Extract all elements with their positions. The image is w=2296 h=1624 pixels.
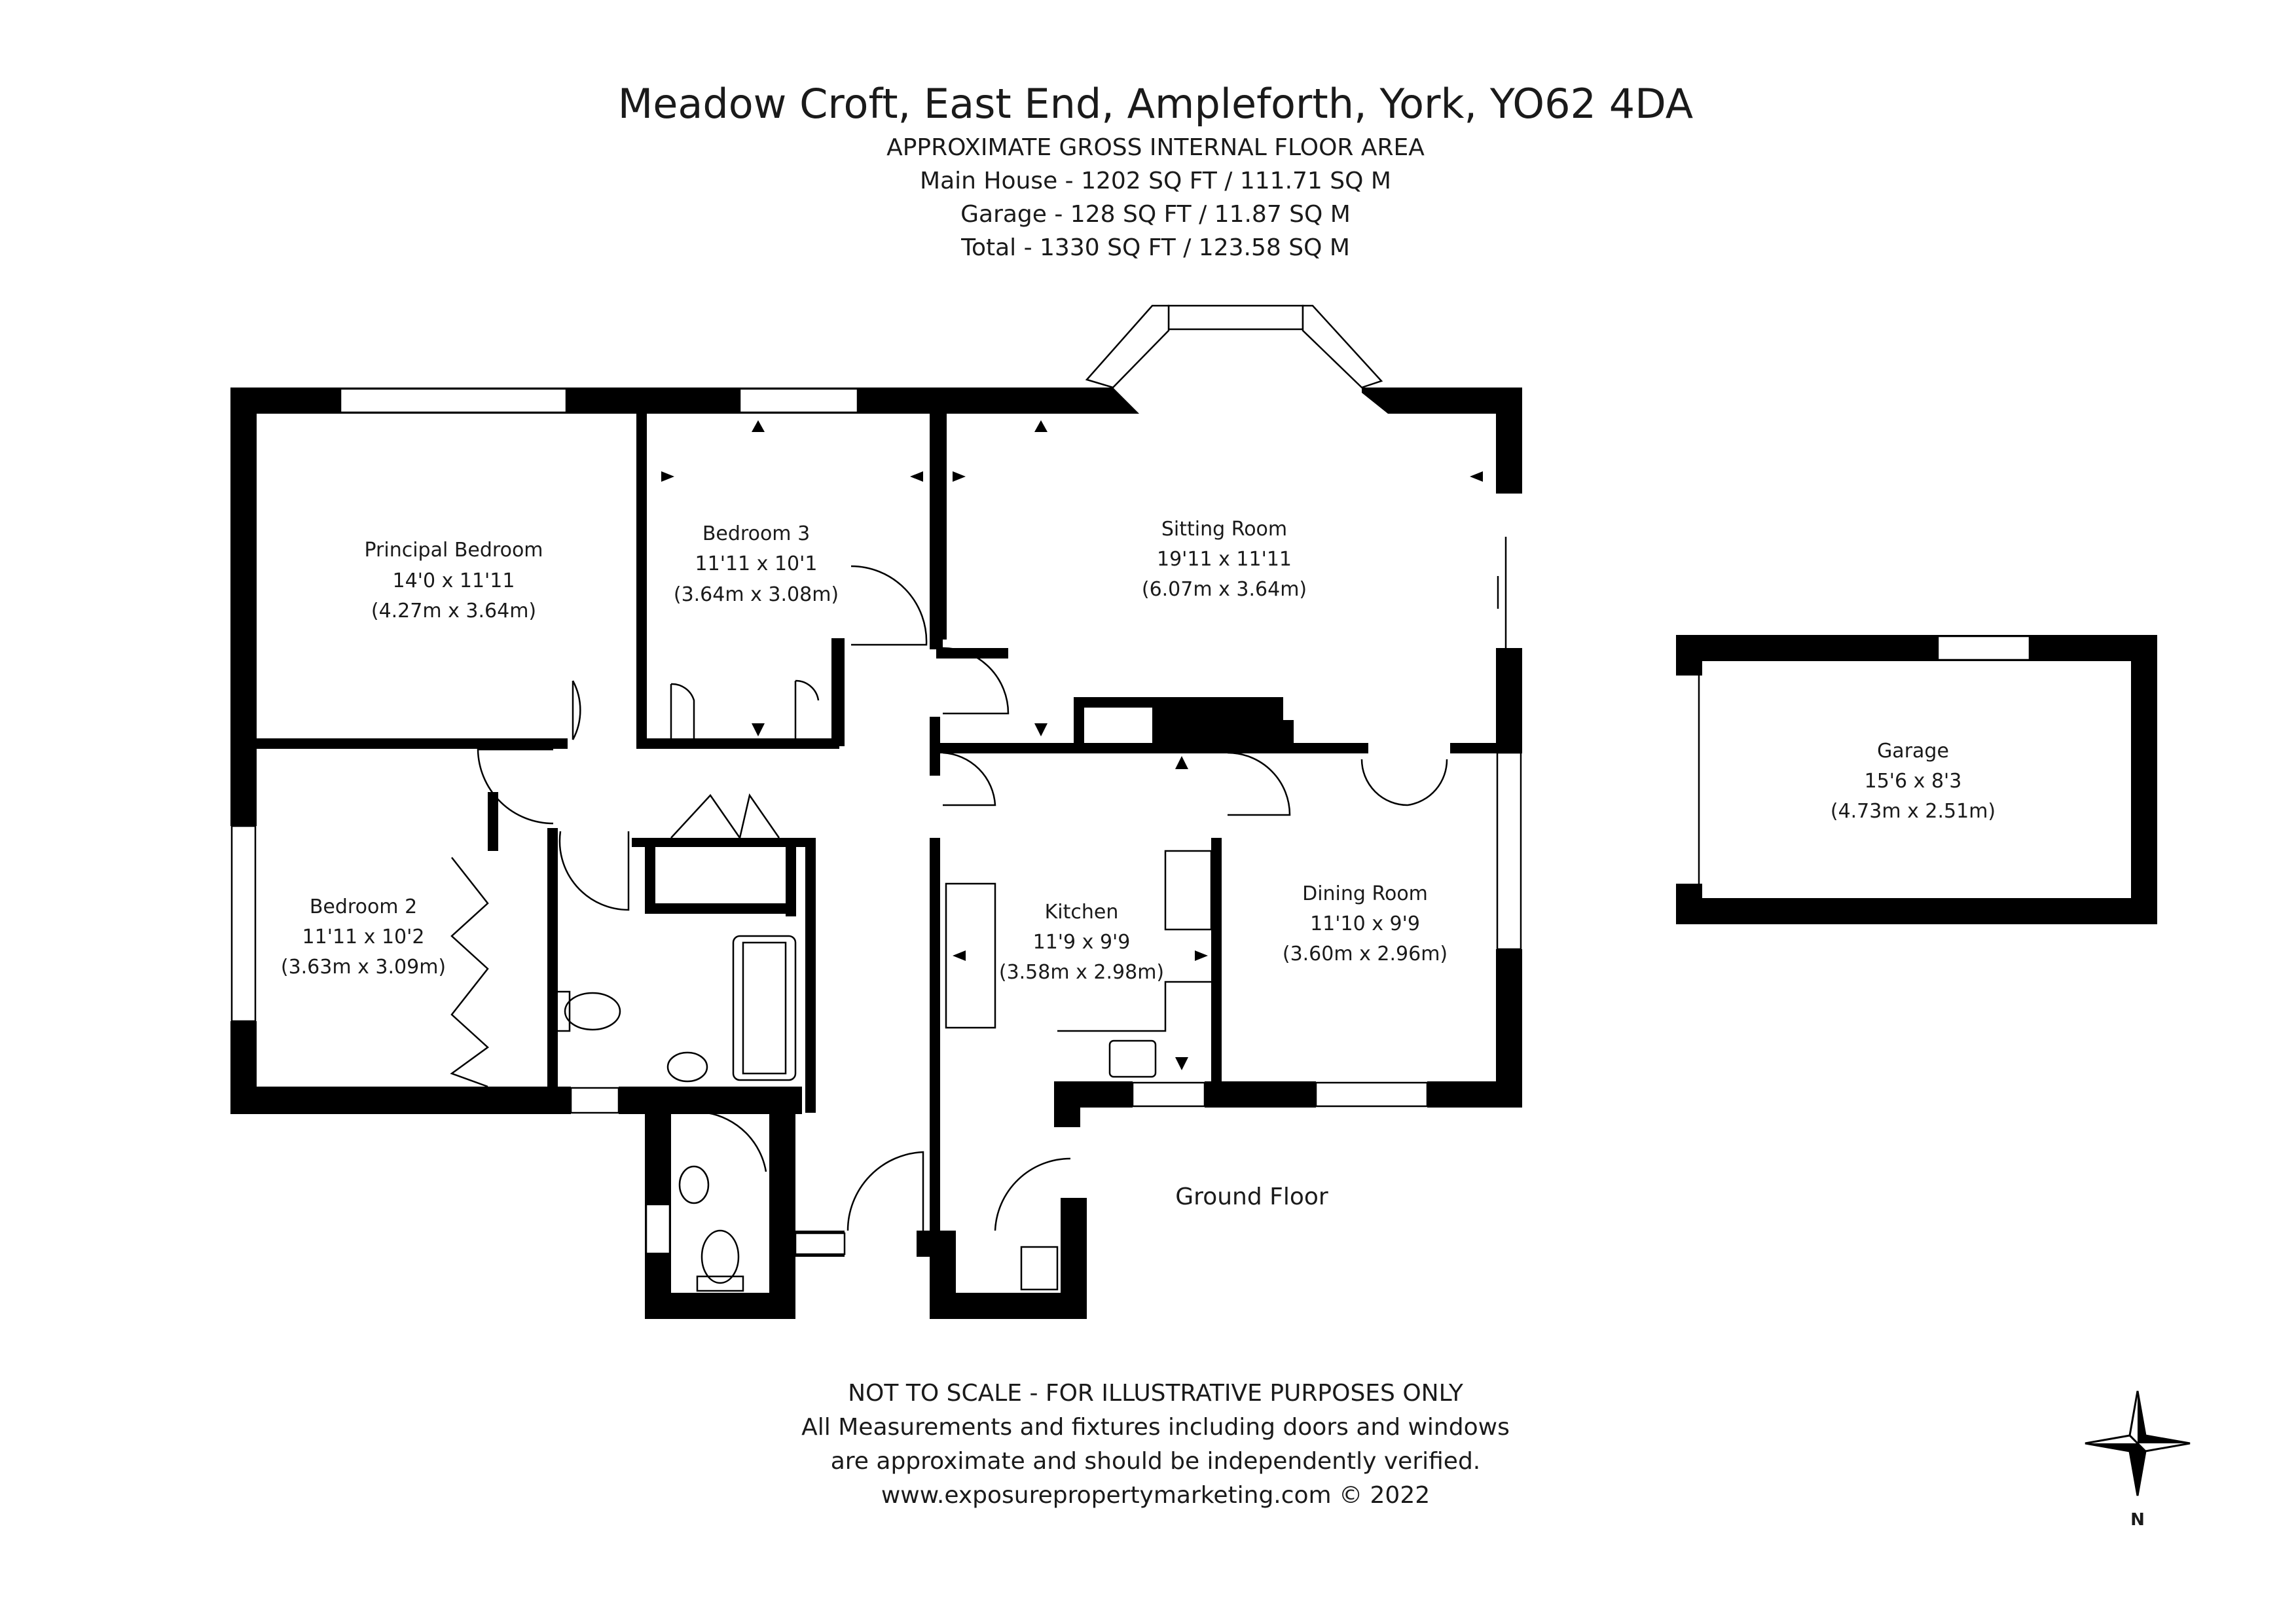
floor-label: Ground Floor xyxy=(1175,1183,1328,1210)
principal-bedroom-name: Principal Bedroom xyxy=(364,539,543,562)
address-title: Meadow Croft, East End, Ampleforth, York, YO62 4DA xyxy=(617,80,1694,128)
bedroom-3-name: Bedroom 3 xyxy=(702,522,811,545)
bedroom-3-metric: (3.64m x 3.08m) xyxy=(673,583,839,606)
footer-line-2: All Measurements and fixtures including doors and windows xyxy=(801,1414,1510,1441)
kitchen-metric: (3.58m x 2.98m) xyxy=(998,961,1165,984)
area-heading: APPROXIMATE GROSS INTERNAL FLOOR AREA xyxy=(886,134,1425,161)
header xyxy=(618,80,1693,261)
compass-icon xyxy=(2085,1391,2190,1530)
garage-metric: (4.73m x 2.51m) xyxy=(1830,800,1996,823)
principal-bedroom-imperial: 14'0 x 11'11 xyxy=(392,569,515,592)
bedroom-3-imperial: 11'11 x 10'1 xyxy=(695,552,818,575)
dining-room-name: Dining Room xyxy=(1302,882,1428,905)
garage-area: Garage - 128 SQ FT / 11.87 SQ M xyxy=(960,201,1351,228)
footer-disclaimer: NOT TO SCALE - FOR ILLUSTRATIVE PURPOSES ONLY xyxy=(848,1380,1463,1407)
footer-line-3: are approximate and should be independently verified. xyxy=(830,1448,1481,1475)
main-house-area: Main House - 1202 SQ FT / 111.71 SQ M xyxy=(920,168,1391,194)
dining-room-imperial: 11'10 x 9'9 xyxy=(1310,912,1420,935)
sitting-room-metric: (6.07m x 3.64m) xyxy=(1141,578,1307,601)
kitchen-imperial: 11'9 x 9'9 xyxy=(1032,931,1131,954)
bedroom-2-metric: (3.63m x 3.09m) xyxy=(280,956,446,979)
sitting-room-name: Sitting Room xyxy=(1161,518,1288,541)
sitting-room-imperial: 19'11 x 11'11 xyxy=(1156,548,1292,571)
footer xyxy=(801,1380,1510,1509)
kitchen-name: Kitchen xyxy=(1044,901,1119,924)
bedroom-2-name: Bedroom 2 xyxy=(309,895,418,918)
compass-north-label: N xyxy=(2130,1510,2145,1530)
garage-name: Garage xyxy=(1877,740,1949,763)
bedroom-2-imperial: 11'11 x 10'2 xyxy=(302,926,425,948)
main-house-walls xyxy=(230,388,1522,1319)
garage-imperial: 15'6 x 8'3 xyxy=(1864,770,1962,793)
principal-bedroom-metric: (4.27m x 3.64m) xyxy=(371,600,537,623)
dining-room-metric: (3.60m x 2.96m) xyxy=(1282,943,1448,965)
total-area: Total - 1330 SQ FT / 123.58 SQ M xyxy=(961,234,1350,261)
footer-website: www.exposurepropertymarketing.com © 2022 xyxy=(881,1482,1430,1509)
